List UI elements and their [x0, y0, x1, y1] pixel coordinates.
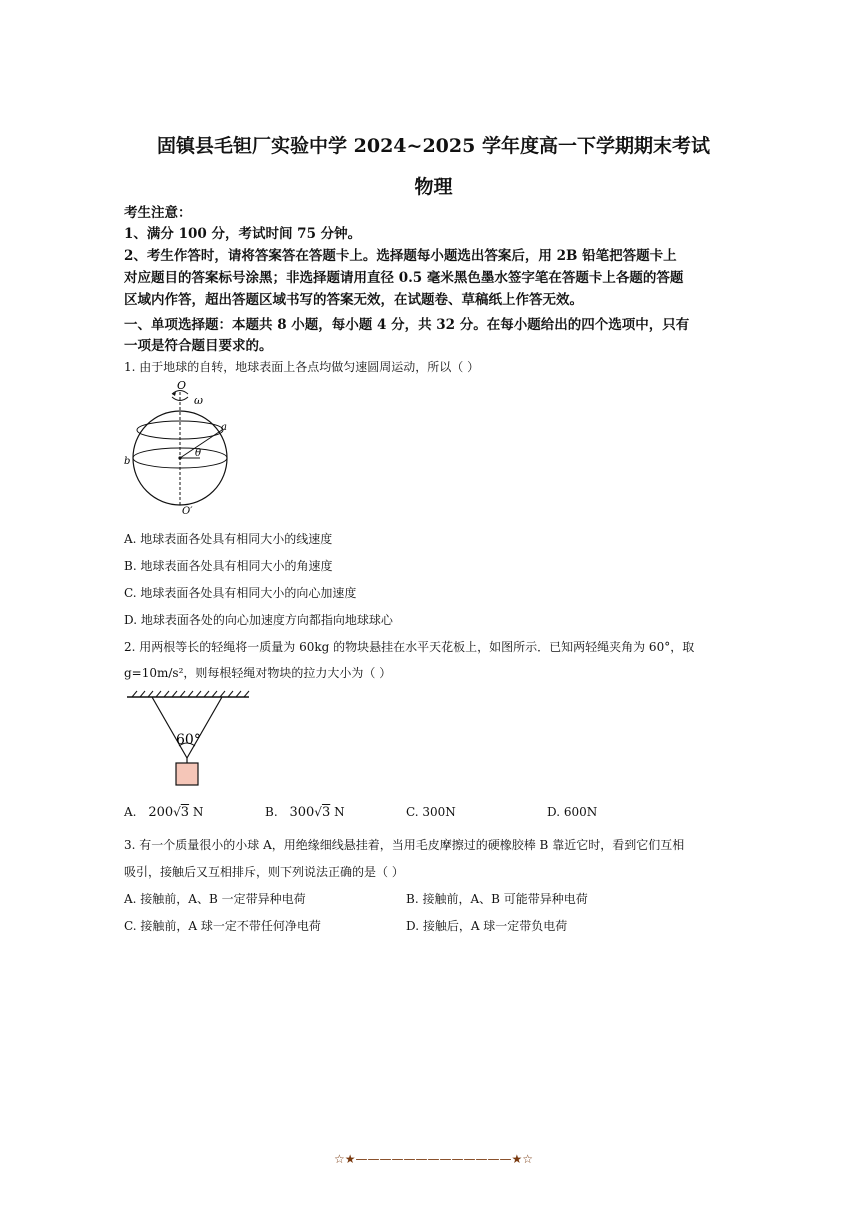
exam-subject: 物理: [414, 176, 453, 198]
question-stem: 2. 用两根等长的轻绳将一质量为 60kg 的物块悬挂在水平天花板上，如图所示．已知两轻绳夹角为 60°，取: [124, 640, 695, 654]
option-d: D. 地球表面各处的向心加速度方向都指向地球球心: [124, 613, 393, 627]
question-stem-cont: g=10m/s²，则每根轻绳对物块的拉力大小为（ ）: [124, 666, 392, 680]
option-a: A. 地球表面各处具有相同大小的线速度: [124, 532, 333, 546]
option-c: C. 地球表面各处具有相同大小的向心加速度: [124, 586, 357, 600]
option-b: B. 300√3 N: [265, 805, 345, 820]
option-a: A. 接触前，A、B 一定带异种电荷: [124, 892, 306, 906]
notice-heading: 考生注意：: [124, 205, 192, 221]
section-heading-cont: 一项是符合题目要求的。: [124, 338, 273, 354]
label-a: a: [221, 422, 227, 433]
label-o: O: [177, 379, 187, 392]
question-stem-cont: 吸引，接触后又互相排斥，则下列说法正确的是（ ）: [124, 865, 404, 879]
option-c: C. 接触前，A 球一定不带任何净电荷: [124, 919, 321, 933]
label-b: b: [124, 456, 131, 467]
label-omega: ω: [194, 394, 203, 407]
option-d: D. 600N: [547, 805, 598, 819]
block: [176, 763, 198, 785]
angle-label: 60°: [176, 732, 201, 748]
footer-decoration: ☆★—————————————★☆: [333, 1152, 534, 1166]
option-b: B. 接触前，A、B 可能带异种电荷: [406, 892, 588, 906]
notice-item: 区域内作答，超出答题区域书写的答案无效，在试题卷、草稿纸上作答无效。: [124, 292, 583, 308]
option-a: A. 200√3 N: [124, 805, 204, 820]
notice-item: 对应题目的答案标号涂黑；非选择题请用直径 0.5 毫米黑色墨水签字笔在答题卡上各题的答题: [124, 270, 684, 286]
notice-item: 2、考生作答时，请将答案答在答题卡上。选择题每小题选出答案后，用 2B 铅笔把答题卡上: [124, 248, 677, 264]
question-stem: 3. 有一个质量很小的小球 A，用绝缘细线悬挂着，当用毛皮摩擦过的硬橡胶棒 B 靠近它时，看到它们互相: [124, 838, 685, 852]
option-c: C. 300N: [406, 805, 456, 819]
option-b: B. 地球表面各处具有相同大小的角速度: [124, 559, 333, 573]
exam-title: 固镇县毛钽厂实验中学 2024~2025 学年度高一下学期期末考试: [157, 135, 710, 157]
notice-item: 1、满分 100 分，考试时间 75 分钟。: [124, 226, 362, 242]
option-d: D. 接触后，A 球一定带负电荷: [406, 919, 568, 933]
label-o-prime: O′: [182, 506, 193, 517]
hanging-block-figure: [124, 688, 254, 790]
label-theta: θ: [195, 448, 202, 459]
section-heading: 一、单项选择题：本题共 8 小题，每小题 4 分，共 32 分。在每小题给出的四个选项中，只有: [124, 317, 690, 333]
question-stem: 1. 由于地球的自转，地球表面上各点均做匀速圆周运动，所以（ ）: [124, 360, 480, 374]
earth-rotation-figure: [120, 378, 240, 520]
